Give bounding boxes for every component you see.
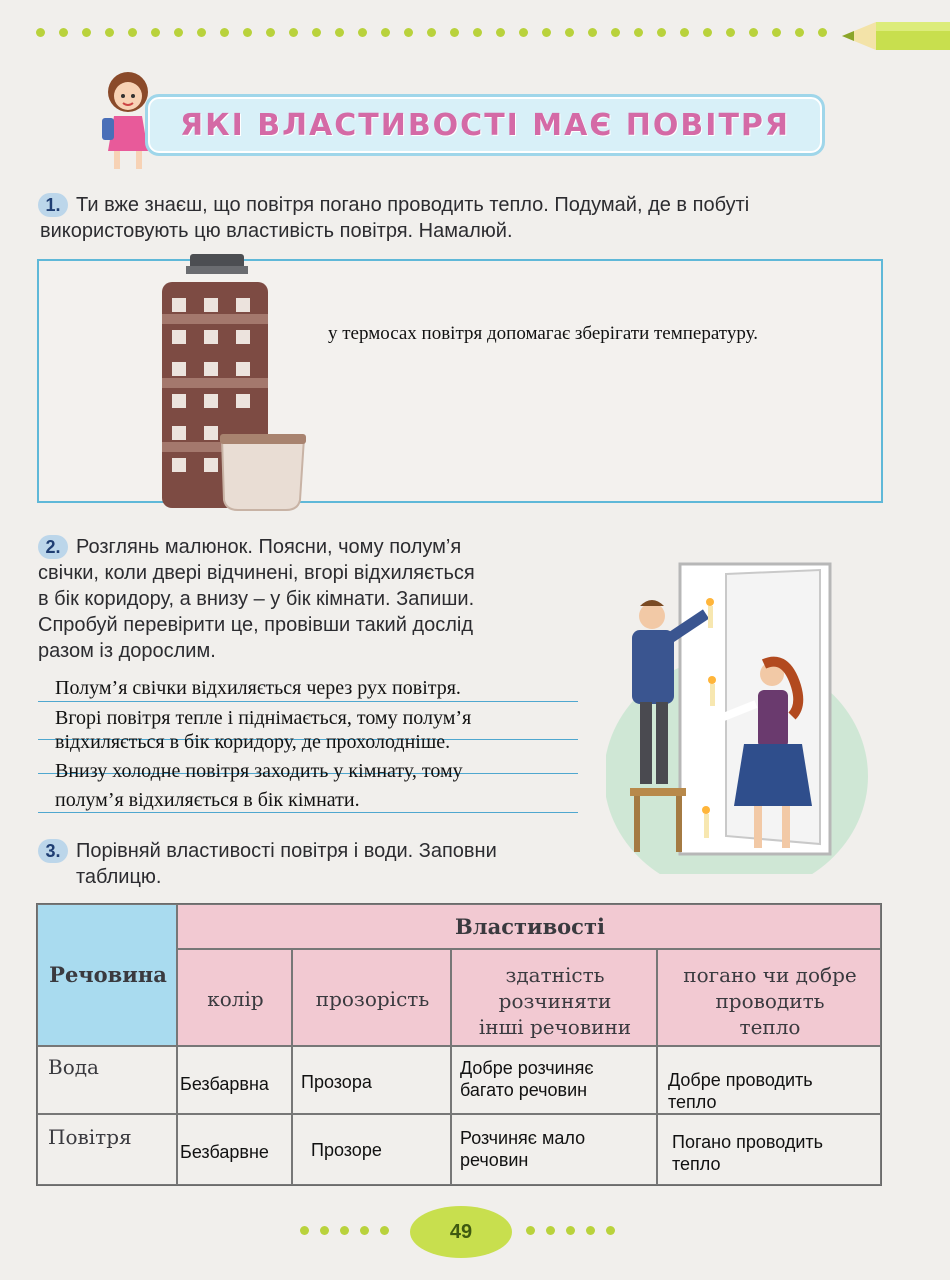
comparison-table	[36, 903, 882, 1186]
answer-underline	[38, 812, 578, 813]
task2-answer-line1: Полум’я свічки відхиляється через рух повітря.	[55, 677, 461, 699]
task2-text-line4: Спробуй перевірити це, провівши такий дослід	[38, 614, 474, 636]
table-cell-dissolving[interactable]: Розчиняє мало речовин	[451, 1114, 657, 1185]
table-cell-heat[interactable]: Добре проводить тепло	[657, 1046, 881, 1114]
door-candle-illustration	[606, 556, 868, 874]
task-number: 3.	[38, 839, 68, 863]
thermos-drawing	[158, 252, 308, 512]
table-cell-color[interactable]: Безбарвна	[177, 1046, 292, 1114]
page-title: ЯКІ ВЛАСТИВОСТІ МАЄ ПОВІТРЯ	[180, 108, 790, 143]
task1-text-line2: використовують цю властивість повітря. Намалюй.	[40, 220, 513, 242]
table-header-substance: Речовина	[37, 904, 177, 1046]
table-cell-dissolving[interactable]: Добре розчиняє багато речовин	[451, 1046, 657, 1114]
task-number: 1.	[38, 193, 68, 217]
task3-text-line1: Порівняй властивості повітря і води. Заповни	[76, 840, 497, 862]
task1-text-line1: Ти вже знаєш, що повітря погано проводить тепло. Подумай, де в побуті	[76, 194, 750, 216]
task2-text-line2: свічки, коли двері відчинені, вгорі відхиляється	[38, 562, 475, 584]
table-col-dissolving: здатність розчиняти інші речовини	[451, 949, 657, 1046]
table-cell-color[interactable]: Безбарвне	[177, 1114, 292, 1185]
table-col-color: колір	[177, 949, 292, 1046]
task2-answer-line5: полум’я відхиляється в бік кімнати.	[55, 789, 360, 811]
task2-answer-line4: Внизу холодне повітря заходить у кімнату, тому	[55, 760, 463, 782]
table-row-name: Повітря	[37, 1114, 177, 1185]
answer-underline	[38, 701, 578, 702]
task2-text-line5: разом із дорослим.	[38, 640, 216, 662]
table-header-properties: Властивості	[177, 904, 881, 949]
table-col-transparency: прозорість	[292, 949, 451, 1046]
top-dotted-border	[36, 28, 836, 42]
task3-text-line2: таблицю.	[76, 866, 162, 888]
task1-answer-text: у термосах повітря допомагає зберігати температуру.	[328, 323, 758, 344]
table-cell-heat[interactable]: Погано проводить тепло	[657, 1114, 881, 1185]
table-cell-transparency[interactable]: Прозора	[292, 1046, 451, 1114]
table-cell-transparency[interactable]: Прозоре	[292, 1114, 451, 1185]
table-row-name: Вода	[37, 1046, 177, 1114]
task2-answer-line3: відхиляється в бік коридору, де прохолодніше.	[55, 731, 451, 753]
task-number: 2.	[38, 535, 68, 559]
pencil-icon	[842, 14, 950, 58]
task2-text-line3: в бік коридору, а внизу – у бік кімнати. Запиши.	[38, 588, 475, 610]
task2-answer-line2: Вгорі повітря тепле і піднімається, тому полум’я	[55, 707, 472, 729]
page-number: 49	[449, 1221, 473, 1243]
table-col-heat: погано чи добре проводить тепло	[657, 949, 881, 1046]
task2-text-line1: Розглянь малюнок. Поясни, чому полум’я	[76, 536, 462, 558]
